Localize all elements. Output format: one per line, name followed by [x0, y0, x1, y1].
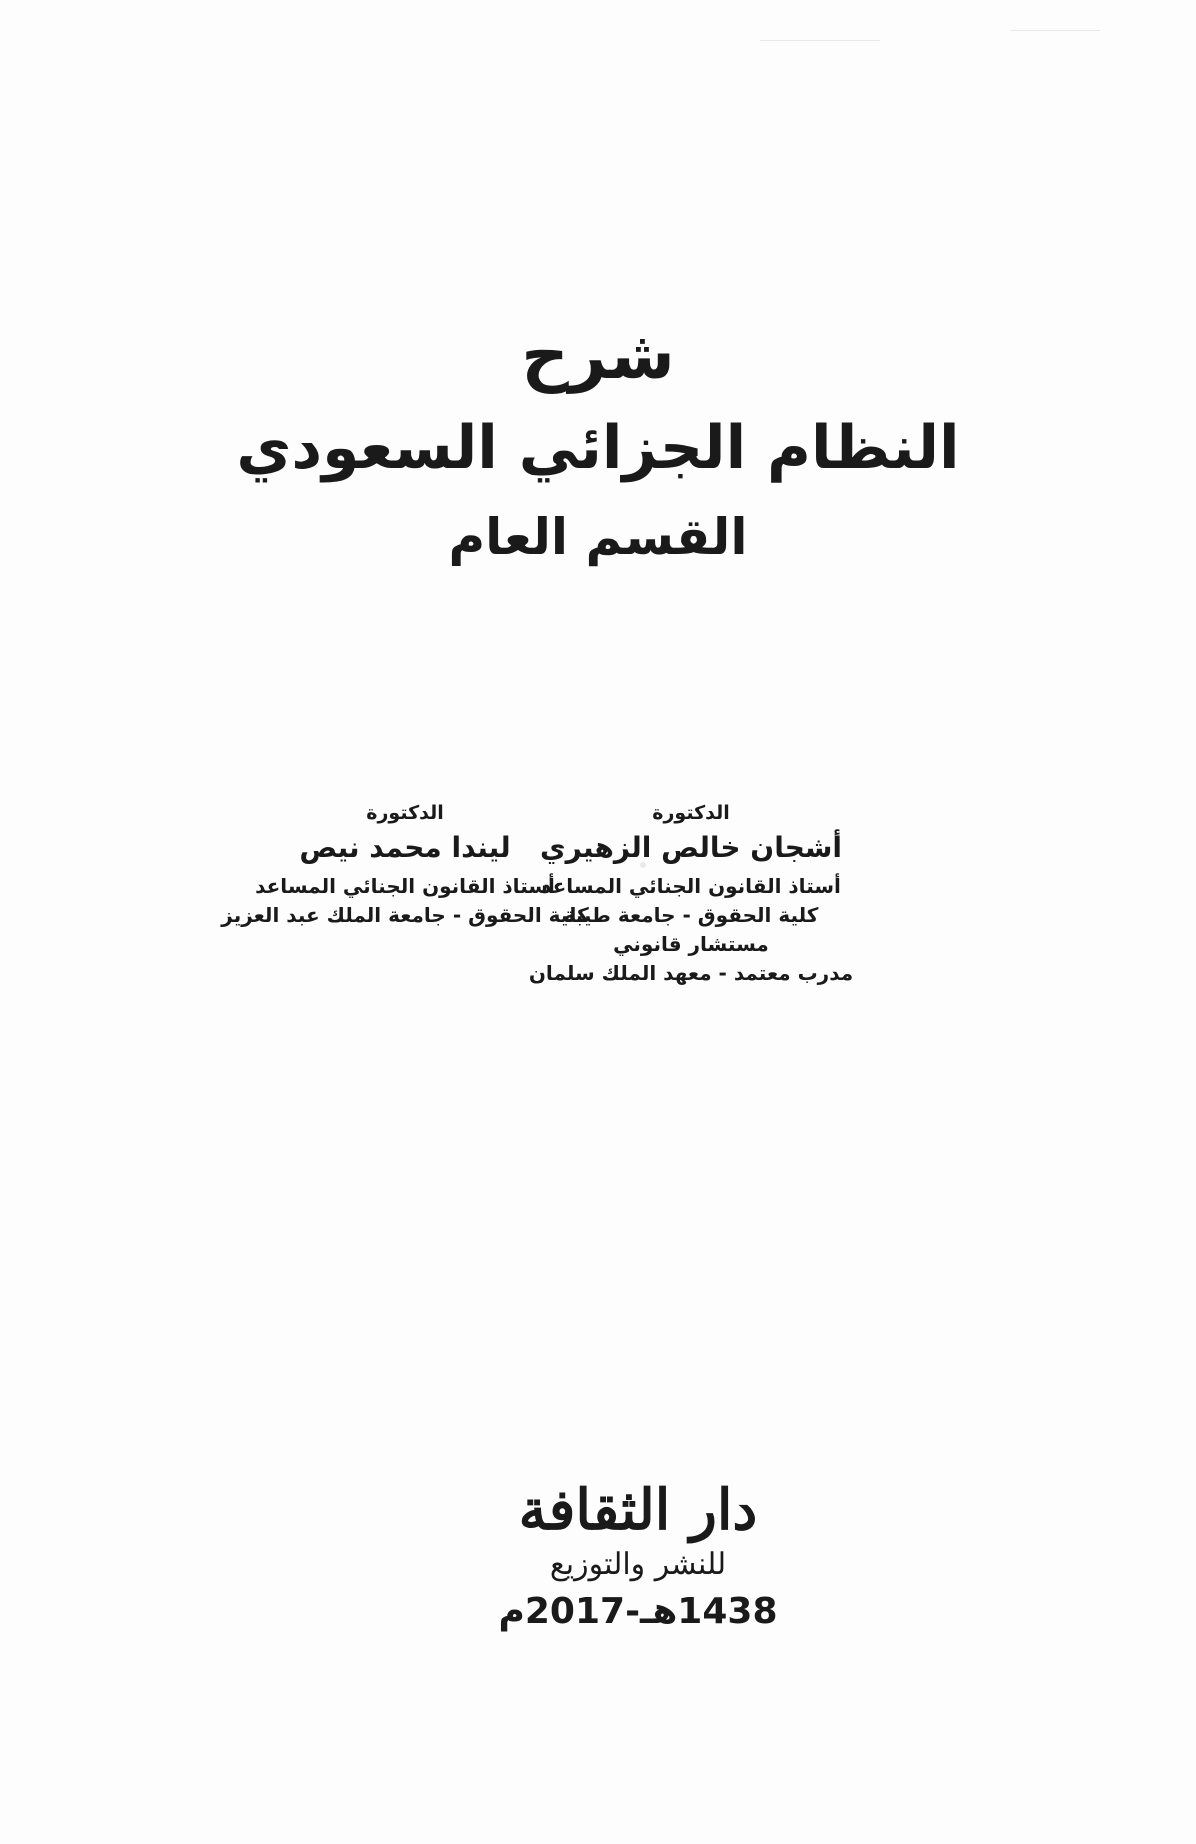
publisher-subtitle: للنشر والتوزيع: [549, 1546, 727, 1582]
title-line-1: شرح: [521, 317, 675, 394]
author-2-line-1: أستاذ القانون الجنائي المساعد: [255, 874, 555, 899]
book-subtitle: القسم العام: [448, 508, 748, 566]
publisher-logo: دار الثقافة: [518, 1477, 758, 1543]
author-2: [190, 800, 620, 930]
author-2-line-2: كلية الحقوق - جامعة الملك عبد العزيز: [221, 903, 589, 928]
scan-artifact: [640, 862, 646, 868]
author-1-name: أشجان خالص الزهيري: [539, 830, 843, 864]
author-2-name: ليندا محمد نيص: [299, 830, 511, 864]
author-1-line-3: مستشار قانوني: [613, 932, 769, 957]
book-title: النظام الجزائي السعودي: [236, 413, 960, 483]
scan-artifact: [760, 40, 880, 41]
author-2-role: الدكتورة: [366, 802, 444, 824]
scan-artifact: [1010, 30, 1100, 31]
publication-year: 1438هـ-2017م: [498, 1590, 778, 1632]
author-1-line-4: مدرب معتمد - معهد الملك سلمان: [528, 961, 854, 986]
publisher-block: [498, 1477, 778, 1632]
author-1-line-1: أستاذ القانون الجنائي المساعد: [541, 874, 841, 899]
author-1-line-2: كلية الحقوق - جامعة طيبة: [563, 903, 819, 928]
author-1-role: الدكتورة: [652, 802, 730, 824]
